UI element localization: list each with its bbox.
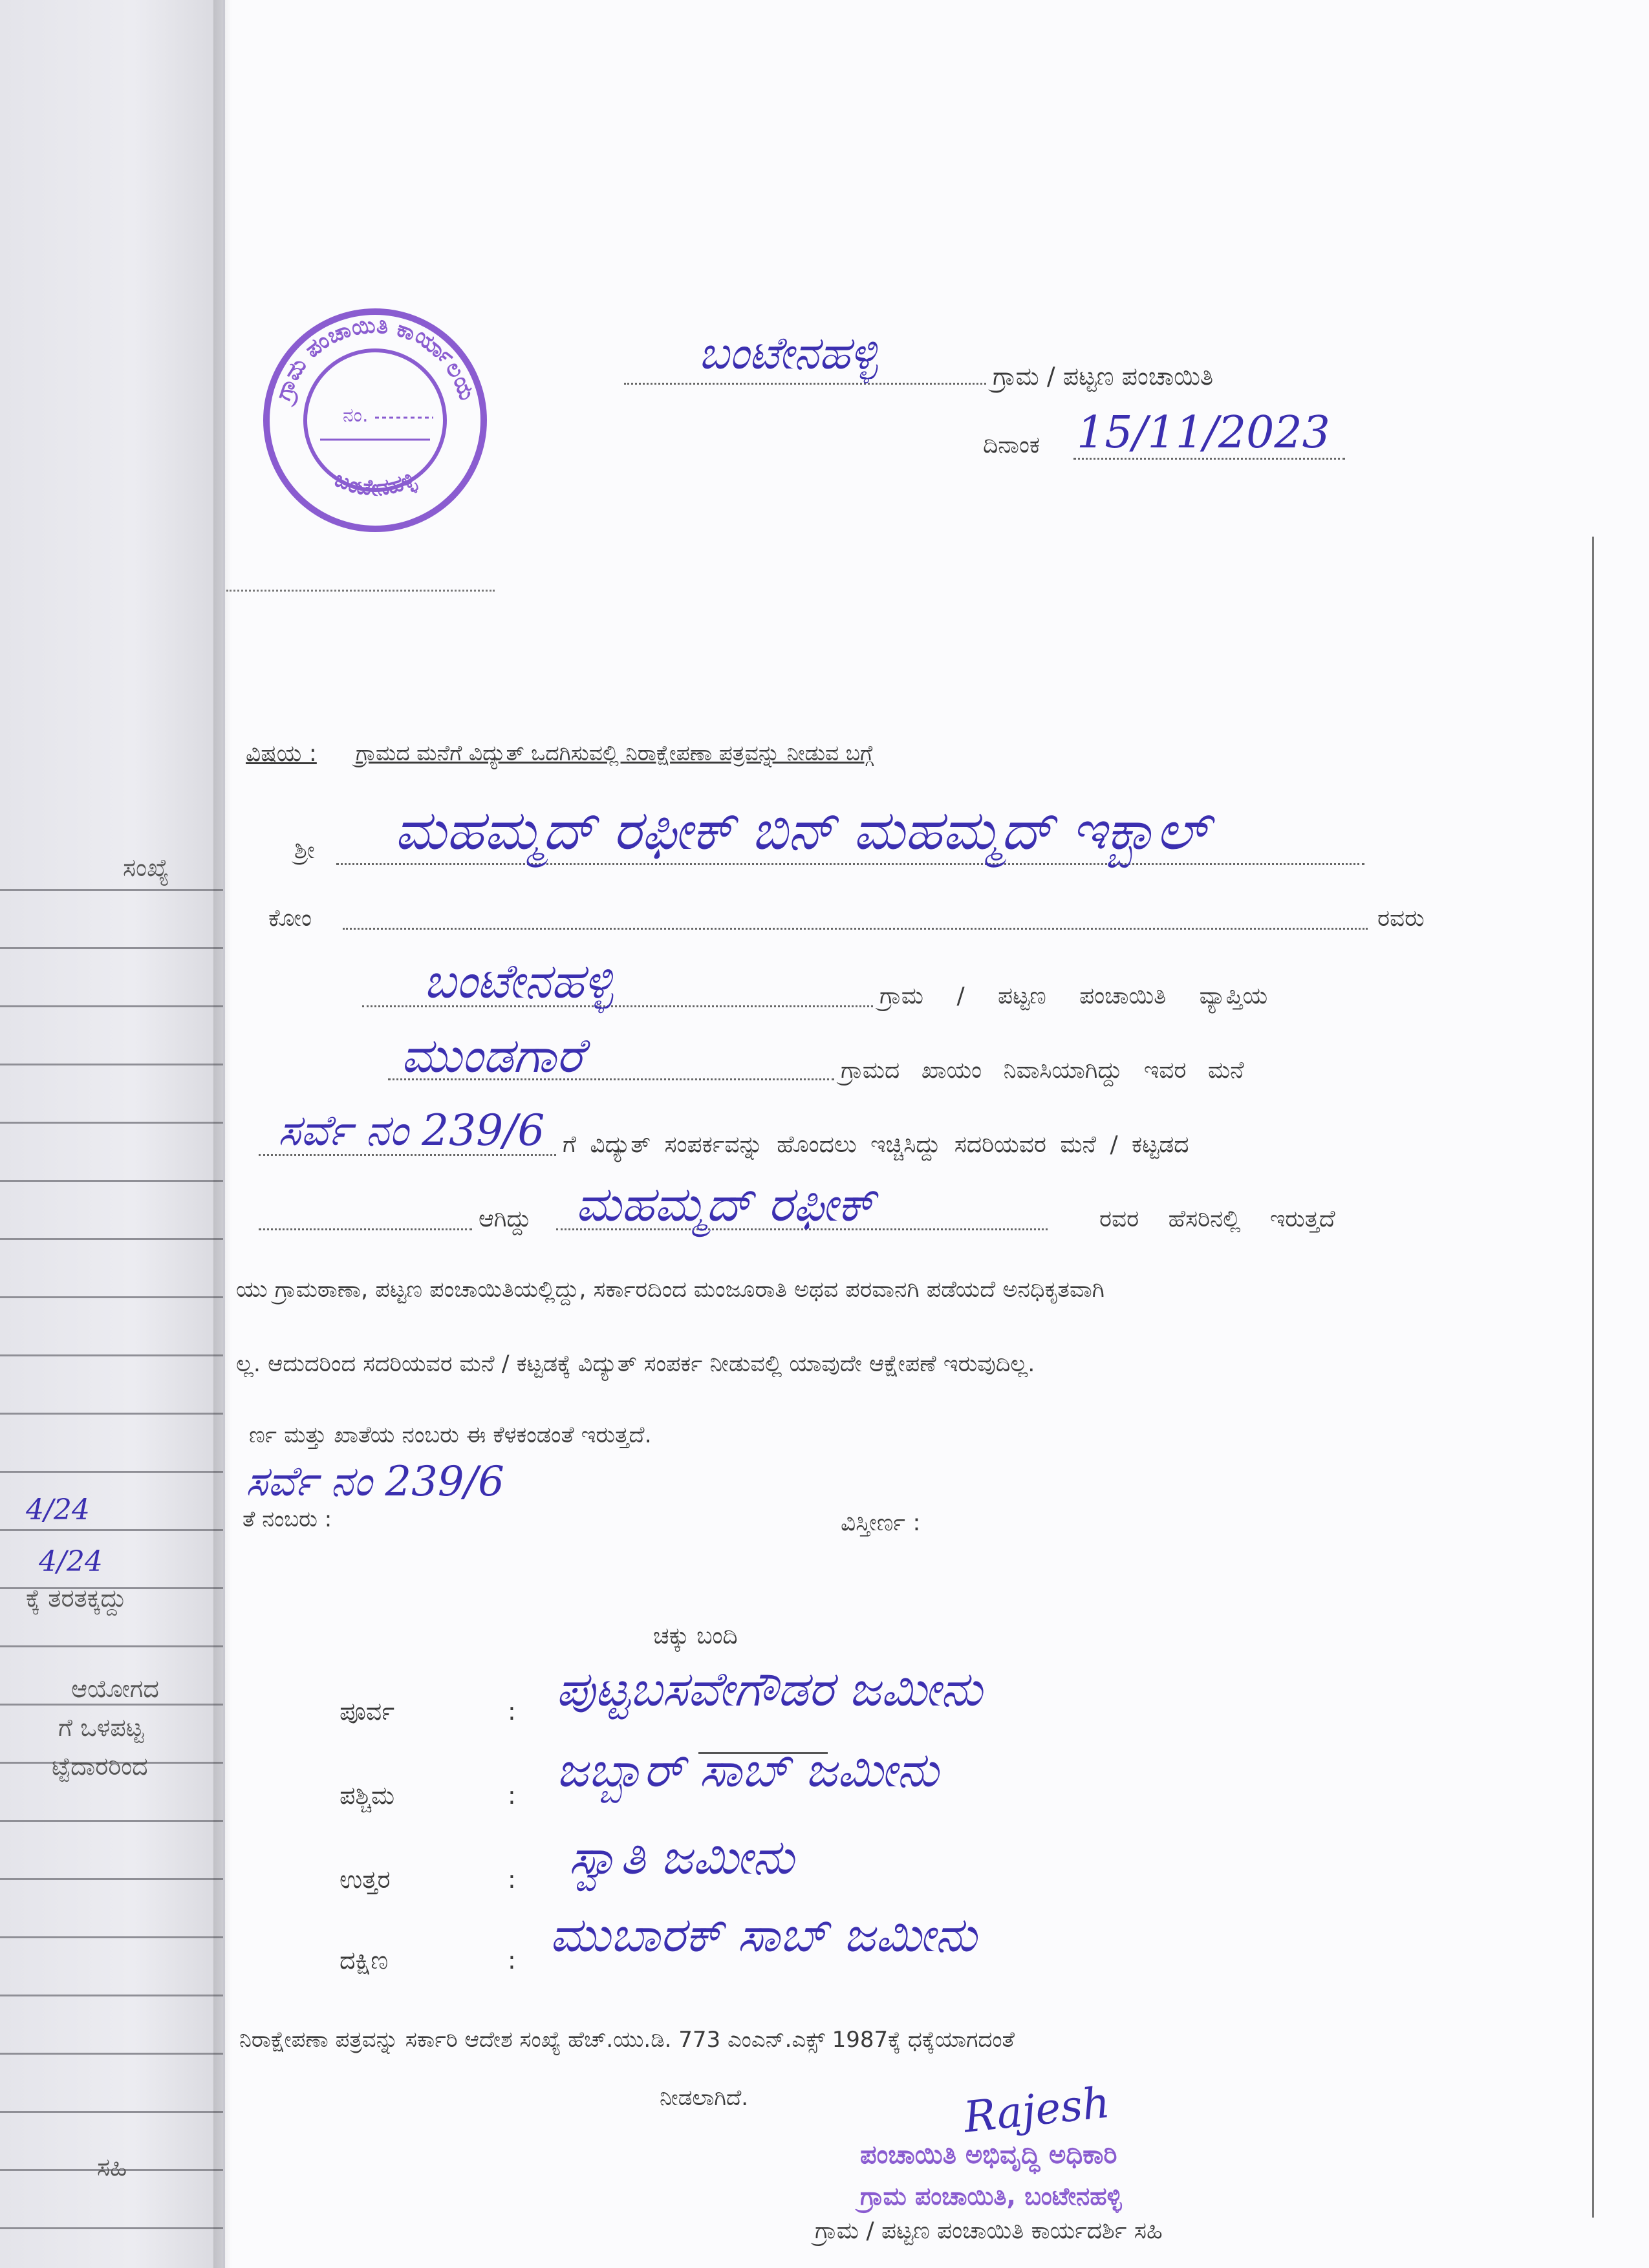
agiddu-label: ಆಗಿದ್ದು xyxy=(479,1206,532,1232)
svg-text:ಬಂಟೇನಹಳ್ಳಿ xyxy=(331,466,421,502)
officer-office-stamp: ಗ್ರಾಮ ಪಂಚಾಯಿತಿ, ಬಂಟೇನಹಳ್ಳಿ xyxy=(860,2182,1122,2210)
margin-date-2: 4/24 xyxy=(39,1545,103,1578)
margin-label-sankhye: ಸಂಖ್ಯೆ xyxy=(123,853,169,882)
applicant-prefix: ಶ್ರೀ xyxy=(294,837,315,864)
survey-handwritten-2: ಸರ್ವೆ ನಂ 239/6 xyxy=(246,1458,504,1506)
seal-top-text: ಗ್ರಾಮ ಪಂಚಾಯಿತಿ ಕಾರ್ಯಾಲಯ xyxy=(270,312,480,404)
margin-label-6: ಟ್ಟೆದಾರರಿಂದ xyxy=(52,1752,148,1781)
khate-label: ತೆ ನಂಬರು : xyxy=(242,1506,332,1532)
boundaries-title: ಚಕ್ಕು ಬಂದಿ xyxy=(653,1623,738,1649)
agiddu-blank-left xyxy=(259,1228,472,1230)
body-line-1: ಯು ಗ್ರಾಮಠಾಣಾ, ಪಟ್ಟಣ ಪಂಚಾಯಿತಿಯಲ್ಲಿದ್ದು, ಸರ್ಕಾರದಿಂದ ಮಂಜೂರಾತಿ ಅಥವ ಪರವಾನಗಿ ಪಡೆಯದೆ ಅನಧಿಕೃತವಾಗಿ xyxy=(236,1277,1105,1303)
footer-line-1: ನಿರಾಕ್ಷೇಪಣಾ ಪತ್ರವನ್ನು ಸರ್ಕಾರಿ ಆದೇಶ ಸಂಖ್ಯೆ ಹೆಚ್.ಯು.ಡಿ. 773 ಎಂಎನ್.ಎಕ್ಸ್ 1987ಕ್ಕೆ ಧಕ್ಕೆಯಾಗದಂತೆ xyxy=(239,2027,1015,2053)
village-blank xyxy=(624,383,986,385)
ref-dotted-line xyxy=(226,590,495,592)
owner-handwritten: ಮಹಮ್ಮದ್ ರಫೀಕ್ xyxy=(576,1177,875,1232)
underlying-register-strip xyxy=(0,0,223,2268)
residence-line: ಗ್ರಾಮದ ಖಾಯಂ ನಿವಾಸಿಯಾಗಿದ್ದು ಇವರ ಮನೆ xyxy=(841,1057,1244,1084)
applicant-village-handwritten: ಬಂಟೇನಹಳ್ಳಿ xyxy=(424,954,614,1009)
boundary-west-value: ಜಬ್ಬಾರ್ ಸಾಬ್ ಜಮೀನು xyxy=(556,1742,939,1798)
panchayat-line: ಗ್ರಾಮ / ಪಟ್ಟಣ ಪಂಚಾಯಿತಿ ವ್ಯಾಪ್ತಿಯ xyxy=(879,983,1268,1009)
boundary-south-label: ದಕ್ಷಿಣ xyxy=(339,1946,389,1974)
office-seal-stamp xyxy=(259,304,491,537)
header-village-handwritten: ಬಂಟೇನಹಳ್ಳಿ xyxy=(698,326,878,380)
survey-handwritten: ಸರ್ವೆ ನಂ 239/6 xyxy=(278,1106,545,1155)
margin-label-3: ಕ್ಕೆ ತರತಕ್ಕದ್ದು xyxy=(26,1584,127,1612)
boundary-east-label: ಪೂರ್ವ xyxy=(339,1697,395,1726)
seal-bottom-text: ಬಂಟೇನಹಳ್ಳಿ xyxy=(330,465,420,502)
boundary-south-value: ಮುಬಾರಕ್ ಸಾಬ್ ಜಮೀನು xyxy=(550,1907,977,1963)
boundary-west-sep: : xyxy=(508,1781,516,1810)
officer-signature: Rajesh xyxy=(961,2077,1112,2143)
applicant-name-blank xyxy=(336,863,1364,865)
svg-text:ಗ್ರಾಮ ಪಂಚಾಯಿತಿ ಕಾರ್ಯಾಲಯ xyxy=(268,312,480,409)
margin-label-4: ಆಯೋಗದ xyxy=(71,1674,159,1703)
right-margin-rule xyxy=(1592,537,1594,2218)
subject-text: ಗ್ರಾಮದ ಮನೆಗೆ ವಿದ್ಯುತ್ ಒದಗಿಸುವಲ್ಲಿ ನಿರಾಕ್ಷೇಪಣಾ ಪತ್ರವನ್ನು ನೀಡುವ ಬಗ್ಗೆ xyxy=(356,740,874,765)
date-label: ದಿನಾಂಕ xyxy=(983,432,1040,458)
boundary-north-label: ಉತ್ತರ xyxy=(339,1865,391,1894)
margin-label-5: ಗೆ ಒಳಪಟ್ಟ xyxy=(58,1713,144,1742)
ravaru-label: ರವರು xyxy=(1377,905,1425,932)
officer-title-stamp: ಪಂಚಾಯಿತಿ ಅಭಿವೃದ್ಧಿ ಅಧಿಕಾರಿ xyxy=(860,2140,1117,2170)
boundary-east-value: ಪುಟ್ಟಬಸವೇಗೌಡರ ಜಮೀನು xyxy=(556,1662,982,1717)
body-line-3: ರ್ಣ ಮತ್ತು ಖಾತೆಯ ನಂಬರು ಈ ಕೆಳಕಂಡಂತೆ ಇರುತ್ತದೆ. xyxy=(249,1422,652,1448)
header-panchayat-label: ಗ್ರಾಮ / ಪಟ್ಟಣ ಪಂಚಾಯಿತಿ xyxy=(993,362,1214,390)
footer-line-2: ನೀಡಲಾಗಿದೆ. xyxy=(660,2085,749,2111)
connection-line: ಗೆ ವಿದ್ಯುತ್ ಸಂಪರ್ಕವನ್ನು ಹೊಂದಲು ಇಚ್ಚಿಸಿದ್ದು ಸದರಿಯವರ ಮನೆ / ಕಟ್ಟಡದ xyxy=(563,1131,1189,1158)
body-line-2: ಲ್ಲ. ಆದುದರಿಂದ ಸದರಿಯವರ ಮನೆ / ಕಟ್ಟಡಕ್ಕೆ ವಿದ್ಯುತ್ ಸಂಪರ್ಕ ನೀಡುವಲ್ಲಿ ಯಾವುದೇ ಆಕ್ಷೇಪಣೆ ಇರುವುದಿಲ್ಲ. xyxy=(236,1351,1035,1377)
seal-number-label: ನಂ. xyxy=(343,404,369,427)
owner-suffix: ರವರ ಹೆಸರಿನಲ್ಲಿ ಇರುತ್ತದೆ xyxy=(1099,1206,1335,1232)
applicant-name-handwritten: ಮಹಮ್ಮದ್ ರಫೀಕ್ ಬಿನ್ ಮಹಮ್ಮದ್ ಇಕ್ಬಾಲ್ xyxy=(394,798,1209,862)
boundary-west-label: ಪಶ್ಚಿಮ xyxy=(339,1781,395,1810)
hamlet-handwritten: ಮುಂಡಗಾರೆ xyxy=(401,1028,584,1084)
margin-label-7: ಸಹಿ xyxy=(97,2153,127,2181)
boundary-south-sep: : xyxy=(508,1946,516,1974)
page-edge-shadow xyxy=(213,0,232,2268)
vistirna-label: ವಿಸ್ತೀರ್ಣ : xyxy=(841,1510,921,1536)
koma-label: ಕೋಂ xyxy=(268,905,312,932)
date-value: 15/11/2023 xyxy=(1077,407,1330,458)
subject-label: ವಿಷಯ : xyxy=(246,740,317,767)
secretary-line: ಗ್ರಾಮ / ಪಟ್ಟಣ ಪಂಚಾಯಿತಿ ಕಾರ್ಯದರ್ಶಿ ಸಹಿ xyxy=(815,2218,1163,2244)
margin-date-1: 4/24 xyxy=(26,1493,90,1526)
boundary-north-value: ಸ್ವಾತಿ ಜಮೀನು xyxy=(569,1830,794,1885)
koma-blank xyxy=(343,928,1368,930)
boundary-north-sep: : xyxy=(508,1865,516,1894)
boundary-east-sep: : xyxy=(508,1697,516,1726)
page-left-edge xyxy=(223,0,225,2268)
